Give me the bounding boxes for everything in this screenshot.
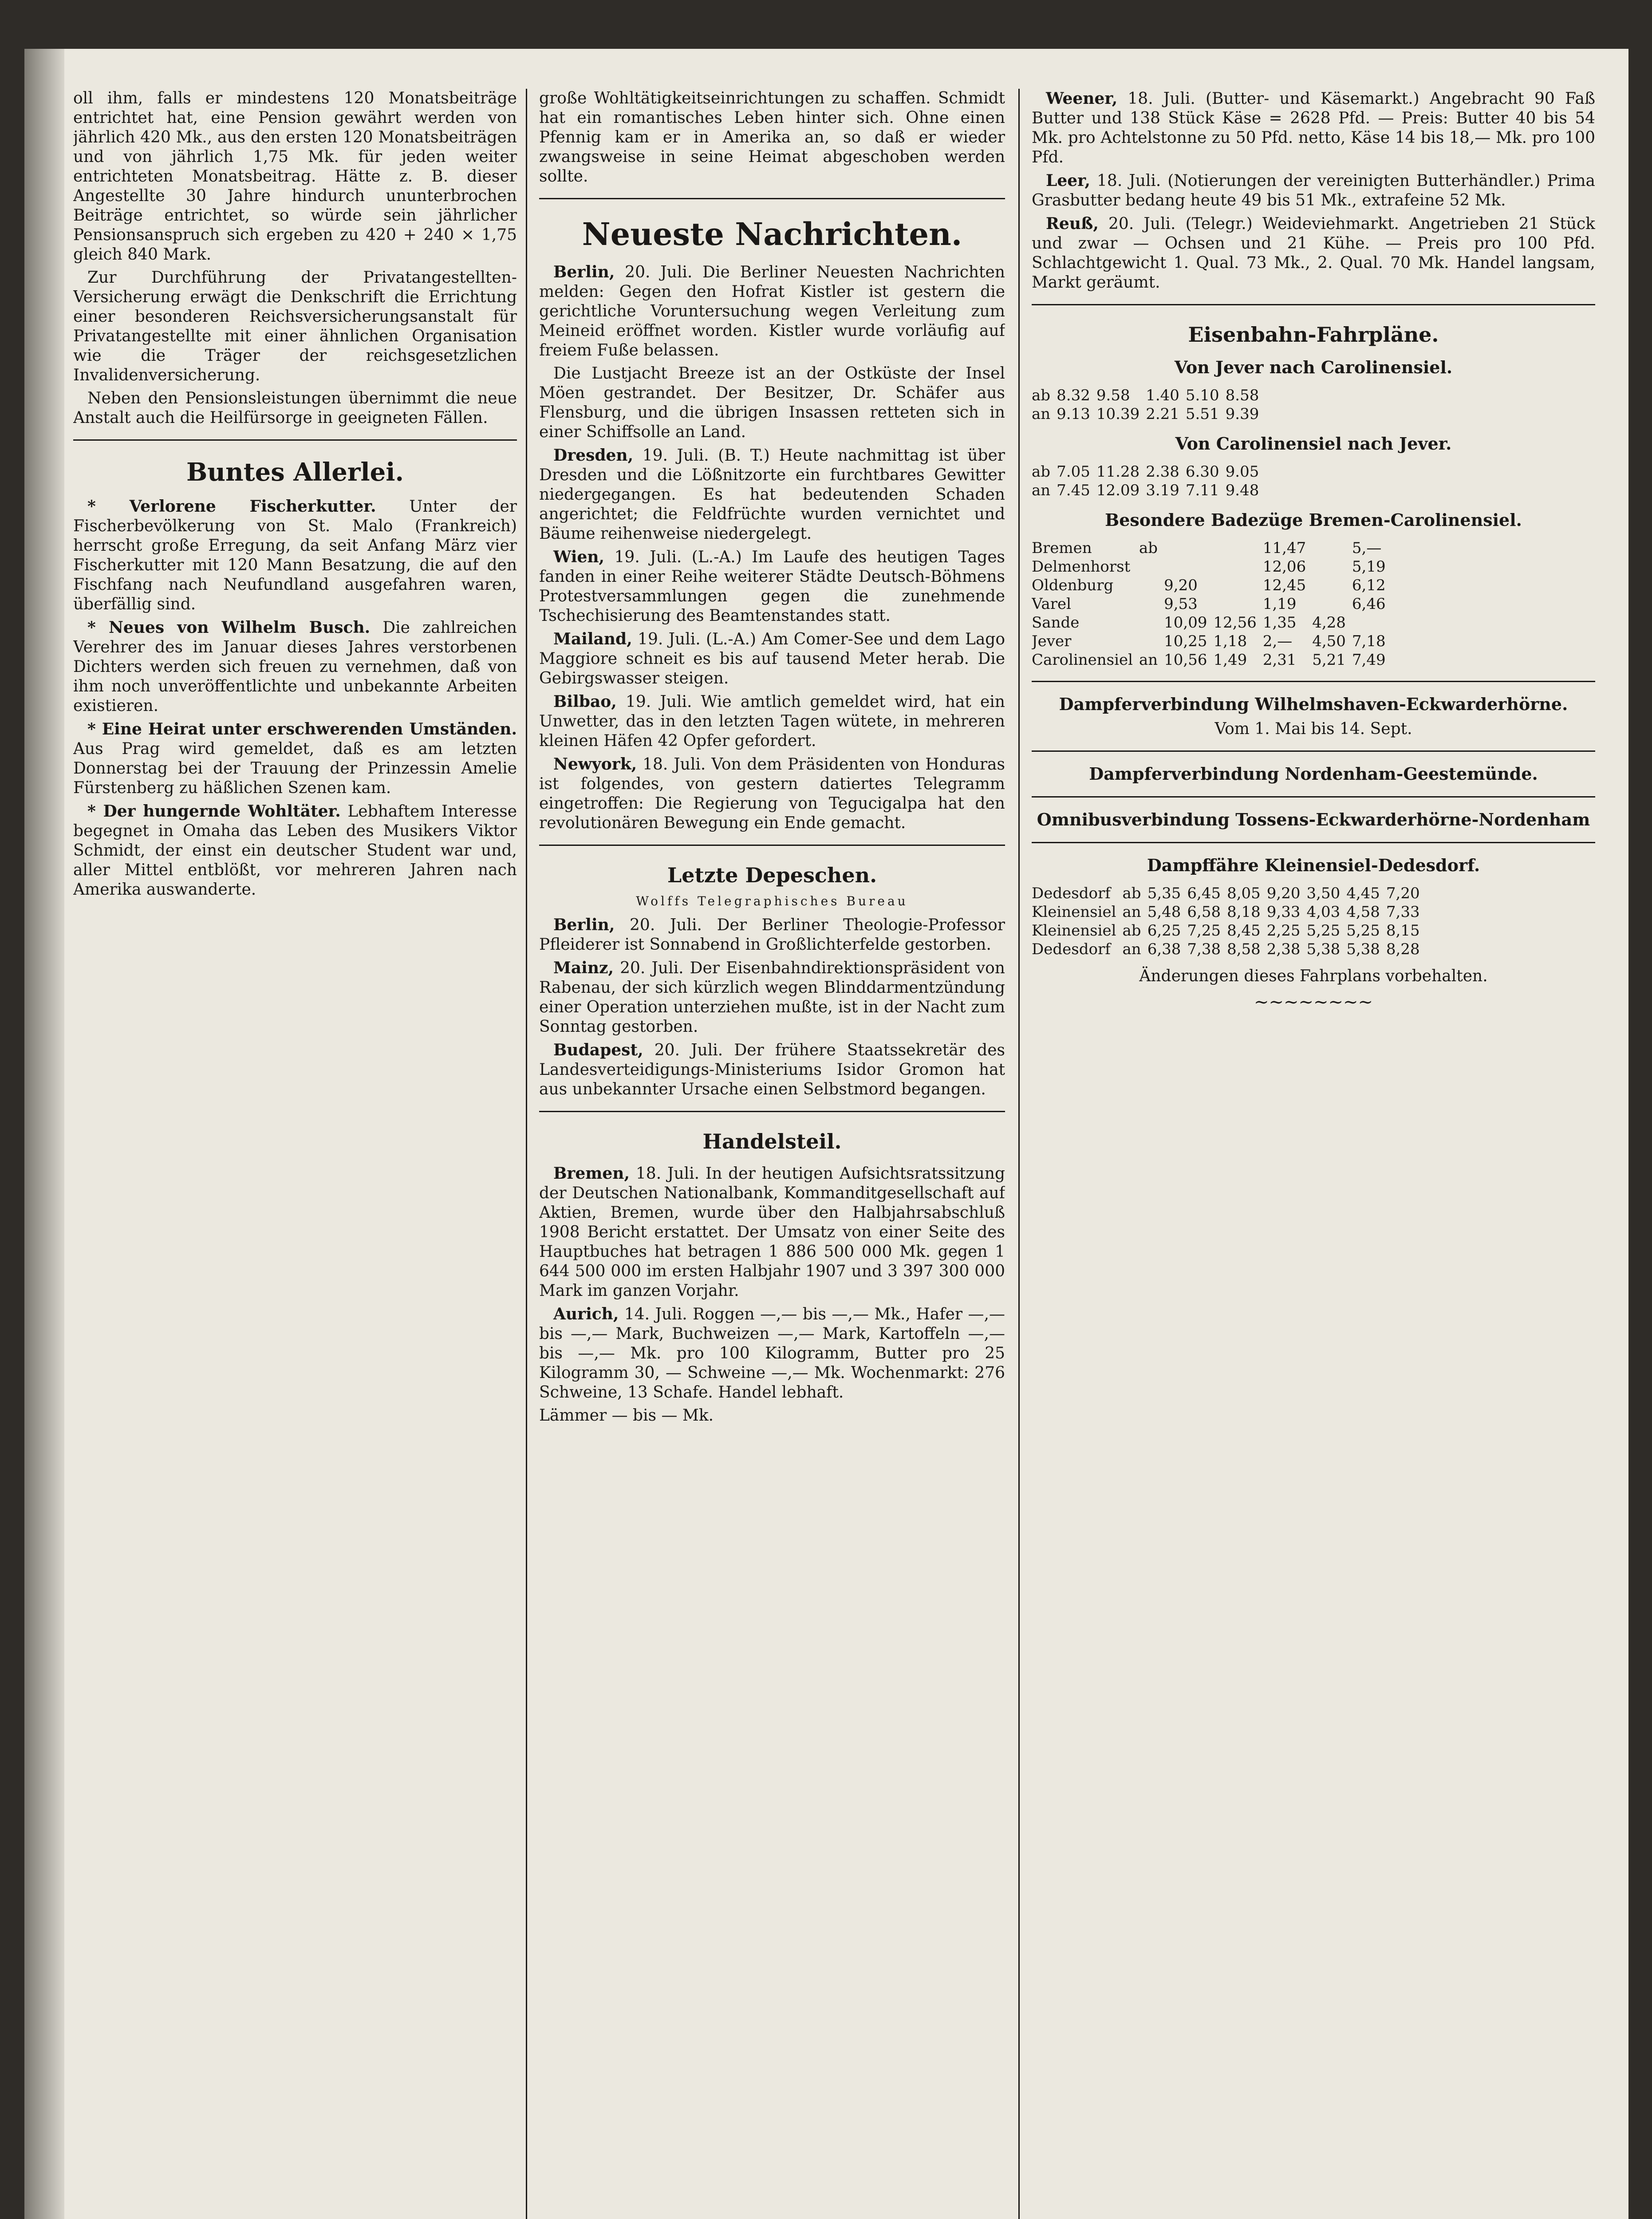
table-cell: 1,19 (1262, 595, 1297, 613)
market-text: Lämmer — bis — Mk. (539, 1406, 714, 1425)
table-cell (1312, 576, 1352, 595)
table-cell: 2.21 (1146, 405, 1179, 423)
table-cell: 5,19 (1352, 558, 1386, 576)
table-cell (1214, 557, 1263, 576)
table-row (1032, 405, 1265, 423)
table-cell: 8,18 (1227, 903, 1261, 921)
timetable-title: Besondere Badezüge Bremen-Carolinensiel. (1105, 510, 1522, 530)
divider (539, 845, 1005, 846)
table-cell: 2,38 (1266, 940, 1301, 958)
article-title: * Eine Heirat unter erschwerenden Umständen. (87, 720, 517, 738)
timetable-route2 (1032, 462, 1265, 500)
column-rule (526, 89, 527, 2219)
table-row (1032, 576, 1392, 595)
table-cell: 5.10 (1185, 387, 1219, 404)
table-cell: 6,45 (1187, 884, 1221, 902)
route-title: Von Carolinensiel nach Jever. (1175, 434, 1452, 454)
table-cell (1352, 613, 1392, 632)
table-cell (1214, 576, 1263, 595)
table-cell: an (1032, 482, 1051, 499)
paragraph: oll ihm, falls er mindestens 120 Monatsbeiträge entrichtet hat, eine Pension gewährt werden von jährlich 420 Mk., aus den ersten 120 Monatsbeiträgen und von jährlich 1,75 Mk. für jeden weiter entrichteten Monatsbeitrag. Hätte z. B. dieser Angestellte 30 Jahre hindurch ununterbrochen Beiträge entrichtet, so würde sein jährlicher Pensionsanspruch sich ergeben zu 420 + 240 × 1,75 gleich 840 Mark. (73, 89, 517, 264)
table-cell: 12,06 (1262, 558, 1306, 576)
news-text: 18. Juli. Von dem Präsidenten von Honduras ist folgendes, von gestern datiertes Telegramm eingetroffen: Die Regierung von Tegucigalpa hat den revolutionären Bewegung ein Ende gemacht. (539, 755, 1005, 832)
table-cell: 5,38 (1306, 940, 1341, 958)
timetable-badezuege (1032, 539, 1392, 669)
news-text: 19. Juli. (B. T.) Heute nachmittag ist über Dresden und die Lößnitzorte ein furchtbares Gewitter niedergegangen. Es hat bedeutenden Schaden angerichtet; die Feldfrüchte wurden vernichtet und Bäume reihenweise niedergelegt. (539, 446, 1005, 543)
table-cell: 9,53 (1164, 595, 1198, 613)
table-row (1032, 884, 1426, 903)
table-cell: 9.58 (1096, 387, 1130, 404)
paragraph: große Wohltätigkeitseinrichtungen zu schaffen. Schmidt hat ein romantisches Leben hinter sich. Ohne einen Pfennig kam er in Amerika an, so daß er wieder zwangsweise in seine Heimat abgeschoben werden sollte. (539, 89, 1005, 186)
article-title: * Neues von Wilhelm Busch. (87, 618, 371, 637)
table-cell: 4,45 (1346, 884, 1380, 902)
article-text: Die zahlreichen Verehrer des im Januar dieses Jahres verstorbenen Dichters werden sich freuen zu vernehmen, daß von ihm noch unveröffentlichte und unbekannte Arbeiten existieren. (73, 619, 517, 715)
table-cell: 8,15 (1386, 922, 1420, 940)
section-title: Eisenbahn-Fahrpläne. (1188, 323, 1439, 347)
table-cell: 7,25 (1187, 922, 1221, 940)
ornament-divider: ~~~~~~~~ (1254, 992, 1373, 1012)
article-title: * Der hungernde Wohltäter. (87, 802, 341, 821)
table-cell (1139, 557, 1164, 576)
table-cell: 9,20 (1164, 576, 1198, 594)
column-rule (1018, 89, 1020, 2219)
table-cell: ab (1122, 884, 1141, 902)
dateline: Berlin, (553, 263, 615, 281)
table-cell: 6,12 (1352, 576, 1386, 594)
divider (1032, 681, 1595, 682)
table-cell: 6.30 (1185, 463, 1219, 481)
market-text: 20. Juli. (Telegr.) Weideviehmarkt. Angetrieben 21 Stück und zwar — Ochsen und 21 Kühe. — Preis pro 100 Pfd. Schlachtgewicht 1. Qual. 73 Mk., 2. Qual. 70 Mk. Handel langsam, Markt geräumt. (1032, 215, 1595, 292)
dateline: Berlin, (553, 916, 615, 934)
table-cell: 2.38 (1146, 463, 1179, 481)
divider (1032, 842, 1595, 843)
news-text: 20. Juli. Der Eisenbahndirektionspräsident von Rabenau, der sich kürzlich wegen Blinddarmentzündung einer Operation unterziehen mußte, ist in der Nacht zum Sonntag gestorben. (539, 959, 1005, 1036)
table-cell: Bremen (1032, 539, 1092, 557)
table-cell: an (1122, 940, 1141, 958)
divider (1032, 796, 1595, 798)
article-text: Lebhaftem Interesse begegnet in Omaha das Leben des Musikers Viktor Schmidt, der einst ein deutscher Student war und, aller Mittel entblößt, vor mehreren Jahren nach Amerika auswanderte. (73, 802, 517, 899)
table-cell (1139, 595, 1164, 613)
table-cell: 9.48 (1225, 482, 1259, 499)
table-cell: 2,— (1262, 632, 1293, 650)
table-cell: 11,47 (1262, 539, 1306, 557)
market-text: 18. Juli. In der heutigen Aufsichtsratssitzung der Deutschen Nationalbank, Kommanditgesellschaft auf Aktien, Bremen, wurde über den Halbjahrsabschluß 1908 Bericht erstattet. Der Umsatz von einer Seite des Hauptbuches hat betragen 1 886 500 000 Mk. gegen 1 644 500 000 im ersten Halbjahr 1907 und 3 397 300 000 Mark im ganzen Vorjahr. (539, 1165, 1005, 1300)
divider (73, 439, 517, 441)
table-cell: 9.39 (1225, 405, 1259, 423)
table-cell: 8.32 (1057, 387, 1090, 404)
timetable-title: Dampferverbindung Wilhelmshaven-Eckwarderhörne. (1059, 694, 1568, 714)
table-cell (1164, 539, 1213, 557)
section-title: Neueste Nachrichten. (582, 216, 962, 253)
section-title: Handelsteil. (702, 1129, 842, 1153)
table-cell: 5,25 (1346, 922, 1380, 940)
table-cell: ab (1032, 463, 1051, 481)
timetable-title: Dampffähre Kleinensiel-Dedesdorf. (1147, 855, 1480, 875)
table-cell: 7,49 (1352, 651, 1386, 669)
table-cell (1164, 557, 1213, 576)
news-text: 20. Juli. Der Berliner Theologie-Professor Pfleiderer ist Sonnabend in Großlichterfelde gestorben. (539, 916, 1005, 954)
table-row (1032, 539, 1392, 557)
table-cell: 8.58 (1225, 387, 1259, 404)
news-text: 20. Juli. Die Berliner Neuesten Nachrichten melden: Gegen den Hofrat Kistler ist gestern die gerichtliche Voruntersuchung wegen Verleitung zum Meineid eröffnet worden. Kistler wurde vorläufig auf freiem Fuße belassen. (539, 263, 1005, 359)
route-title: Von Jever nach Carolinensiel. (1174, 357, 1453, 377)
table-cell (1312, 595, 1352, 613)
section-title: Buntes Allerlei. (186, 458, 404, 487)
dateline: Wien, (553, 548, 605, 566)
table-row (1032, 557, 1392, 576)
divider (539, 198, 1005, 199)
table-cell: 12,56 (1213, 614, 1257, 632)
news-text: 19. Juli. (L.-A.) Im Laufe des heutigen Tages fanden in einer Reihe weiterer Städte Deutsch-Böhmens Protestversammlungen gegen die zunehmende Tschechisierung des Beamtenstandes statt. (539, 548, 1005, 625)
table-cell: 7.45 (1057, 482, 1090, 499)
table-row (1032, 632, 1392, 651)
market-text: 14. Juli. Roggen —,— bis —,— Mk., Hafer —,— bis —,— Mark, Buchweizen —,— Mark, Kartoffeln —,— bis —,— Mk. pro 100 Kilogramm, Butter pro 25 Kilogramm 30, — Schweine —,— Mk. Wochenmarkt: 276 Schweine, 13 Schafe. Handel lebhaft. (539, 1305, 1005, 1402)
table-cell: 4,58 (1346, 903, 1380, 921)
table-cell: an (1122, 903, 1141, 921)
table-cell: 4,28 (1312, 614, 1346, 632)
section-title: Letzte Depeschen. (667, 863, 877, 887)
divider (539, 1111, 1005, 1112)
timetable-faehre (1032, 884, 1426, 959)
table-cell (1312, 539, 1352, 557)
table-row (1032, 462, 1265, 481)
table-cell: Dedesdorf (1032, 940, 1111, 958)
table-cell: 1,35 (1262, 614, 1297, 632)
table-row (1032, 940, 1426, 959)
table-cell: 7,33 (1386, 903, 1420, 921)
table-row (1032, 903, 1426, 921)
table-cell: 1,49 (1213, 651, 1247, 669)
table-row (1032, 595, 1392, 613)
table-cell: 8,58 (1227, 940, 1261, 958)
table-cell: 9.05 (1225, 463, 1259, 481)
table-cell: 7,18 (1352, 632, 1386, 650)
table-cell: 7.05 (1057, 463, 1090, 481)
table-cell: 5,48 (1147, 903, 1181, 921)
table-cell: 5,35 (1147, 884, 1181, 902)
table-cell (1139, 613, 1164, 632)
table-cell: Carolinensiel (1032, 651, 1133, 669)
table-cell: 11.28 (1096, 463, 1140, 481)
timetable-route1 (1032, 386, 1265, 423)
table-cell: 10,25 (1164, 632, 1207, 650)
table-row (1032, 651, 1392, 669)
section-subtitle: Wolffs Telegraphisches Bureau (636, 894, 908, 908)
column-2 (539, 89, 1005, 2219)
timetable-title: Omnibusverbindung Tossens-Eckwarderhörne-Nordenham (1037, 809, 1590, 829)
table-row (1032, 481, 1265, 500)
market-text: 18. Juli. (Butter- und Käsemarkt.) Angebracht 90 Faß Butter und 138 Stück Käse = 2628 Pfd. — Preis: Butter 40 bis 54 Mk. pro Achtelstonne zu 50 Pfd. netto, Käse 14 bis 18,— Mk. pro 100 Pfd. (1032, 90, 1595, 166)
table-cell: 1.40 (1146, 387, 1179, 404)
dateline: Weener, (1046, 89, 1118, 108)
dateline: Leer, (1046, 171, 1091, 190)
table-cell: 5,— (1352, 539, 1382, 557)
dateline: Reuß, (1046, 214, 1099, 233)
table-row (1032, 386, 1265, 405)
table-cell: Delmenhorst (1032, 558, 1131, 576)
table-cell: Dedesdorf (1032, 884, 1111, 902)
column-3 (1032, 89, 1595, 2219)
table-cell: Kleinensiel (1032, 903, 1116, 921)
column-1 (73, 89, 517, 2219)
table-cell: ab (1122, 922, 1141, 940)
table-cell: 6,25 (1147, 922, 1181, 940)
table-cell: an (1032, 405, 1051, 423)
market-text: 18. Juli. (Notierungen der vereinigten Butterhändler.) Prima Grasbutter bedang heute 49 bis 51 Mk., extrafeine 52 Mk. (1032, 172, 1595, 209)
table-cell: 4,03 (1306, 903, 1341, 921)
binding-shadow (24, 49, 64, 2219)
dateline: Dresden, (553, 446, 634, 465)
table-cell: 7.11 (1185, 482, 1219, 499)
table-cell: 5.51 (1185, 405, 1219, 423)
table-cell: 9,20 (1266, 884, 1301, 902)
table-cell: 5,38 (1346, 940, 1380, 958)
divider (1032, 750, 1595, 752)
dateline: Mainz, (553, 959, 614, 977)
dateline: Aurich, (553, 1305, 619, 1323)
table-cell: Varel (1032, 595, 1071, 613)
table-cell: 6,46 (1352, 595, 1386, 613)
table-cell: 7,20 (1386, 884, 1420, 902)
news-text: 20. Juli. Der frühere Staatssekretär des Landesverteidigungs-Ministeriums Isidor Gromon hat aus unbekannter Ursache einen Selbstmord begangen. (539, 1041, 1005, 1098)
table-cell: 4,50 (1312, 632, 1346, 650)
table-cell (1214, 539, 1263, 557)
table-cell: 10,56 (1164, 651, 1207, 669)
timetable-note: Vom 1. Mai bis 14. Sept. (1214, 720, 1412, 738)
article-text: Aus Prag wird gemeldet, daß es am letzten Donnerstag bei der Trauung der Prinzessin Amelie Fürstenberg zu häßlichen Szenen kam. (73, 740, 517, 797)
paragraph: Zur Durchführung der Privatangestellten-Versicherung erwägt die Denkschrift die Errichtung einer besonderen Reichsversicherungsanstalt für Privatangestellte mit einer ähnlichen Organisation wie die Träger der reichsgesetzlichen Invalidenversicherung. (73, 268, 517, 384)
newspaper-page (24, 49, 1628, 2219)
table-cell (1214, 595, 1263, 613)
table-cell: 3.19 (1146, 482, 1179, 499)
table-cell: 6,38 (1147, 940, 1181, 958)
table-cell: 1,18 (1213, 632, 1247, 650)
table-cell: ab (1032, 387, 1051, 404)
table-row (1032, 613, 1392, 632)
table-cell: 2,25 (1266, 922, 1301, 940)
table-cell: 2,31 (1262, 651, 1297, 669)
dateline: Bremen, (553, 1164, 630, 1183)
table-cell: 8,45 (1227, 922, 1261, 940)
table-cell: 10.39 (1096, 405, 1140, 423)
table-cell: 3,50 (1306, 884, 1341, 902)
table-cell (1139, 576, 1164, 595)
news-text: 19. Juli. Wie amtlich gemeldet wird, hat ein Unwetter, das in den letzten Tagen wütete, in mehreren kleinen Häfen 42 Opfer gefordert. (539, 693, 1005, 750)
table-cell: 9,33 (1266, 903, 1301, 921)
table-cell: 8,05 (1227, 884, 1261, 902)
table-cell: 7,38 (1187, 940, 1221, 958)
paragraph: Neben den Pensionsleistungen übernimmt die neue Anstalt auch die Heilfürsorge in geeigneten Fällen. (73, 389, 517, 427)
table-cell: 5,21 (1312, 651, 1346, 669)
dateline: Budapest, (553, 1041, 643, 1059)
table-cell: Sande (1032, 614, 1080, 632)
article-text: Unter der Fischerbevölkerung von St. Malo (Frankreich) herrscht große Erregung, da seit Anfang März vier Fischerkutter mit 120 Mann Besatzung, die auf den Fischfang nach Neufundland ausgefahren waren, überfällig sind. (73, 497, 517, 613)
timetable-note: Änderungen dieses Fahrplans vorbehalten. (1139, 967, 1488, 985)
news-text: 19. Juli. (L.-A.) Am Comer-See und dem Lago Maggiore schneit es bis auf tausend Meter herab. Die Gebirgswasser steigen. (539, 630, 1005, 687)
timetable-title: Dampferverbindung Nordenham-Geestemünde. (1089, 764, 1538, 784)
table-cell: Jever (1032, 632, 1072, 650)
table-cell: 12.09 (1096, 482, 1140, 499)
divider (1032, 304, 1595, 305)
table-cell (1312, 557, 1352, 576)
dateline: Mailand, (553, 630, 632, 648)
table-cell: ab (1139, 539, 1158, 557)
dateline: Newyork, (553, 755, 637, 774)
table-cell: 8,28 (1386, 940, 1420, 958)
table-cell: Oldenburg (1032, 576, 1114, 594)
article-title: * Verlorene Fischerkutter. (87, 497, 376, 516)
table-cell: an (1139, 651, 1158, 669)
table-cell: 6,58 (1187, 903, 1221, 921)
table-cell: 12,45 (1262, 576, 1306, 594)
table-row (1032, 921, 1426, 940)
table-cell: Kleinensiel (1032, 922, 1116, 940)
dateline: Bilbao, (553, 692, 617, 711)
table-cell (1139, 632, 1164, 651)
table-cell: 5,25 (1306, 922, 1341, 940)
news-text: Die Lustjacht Breeze ist an der Ostküste der Insel Möen gestrandet. Der Besitzer, Dr. Schäfer aus Flensburg, und die übrigen Insassen retteten sich in einer Schiffsolle an Land. (539, 364, 1005, 441)
table-cell: 10,09 (1164, 614, 1207, 632)
table-cell: 9.13 (1057, 405, 1090, 423)
